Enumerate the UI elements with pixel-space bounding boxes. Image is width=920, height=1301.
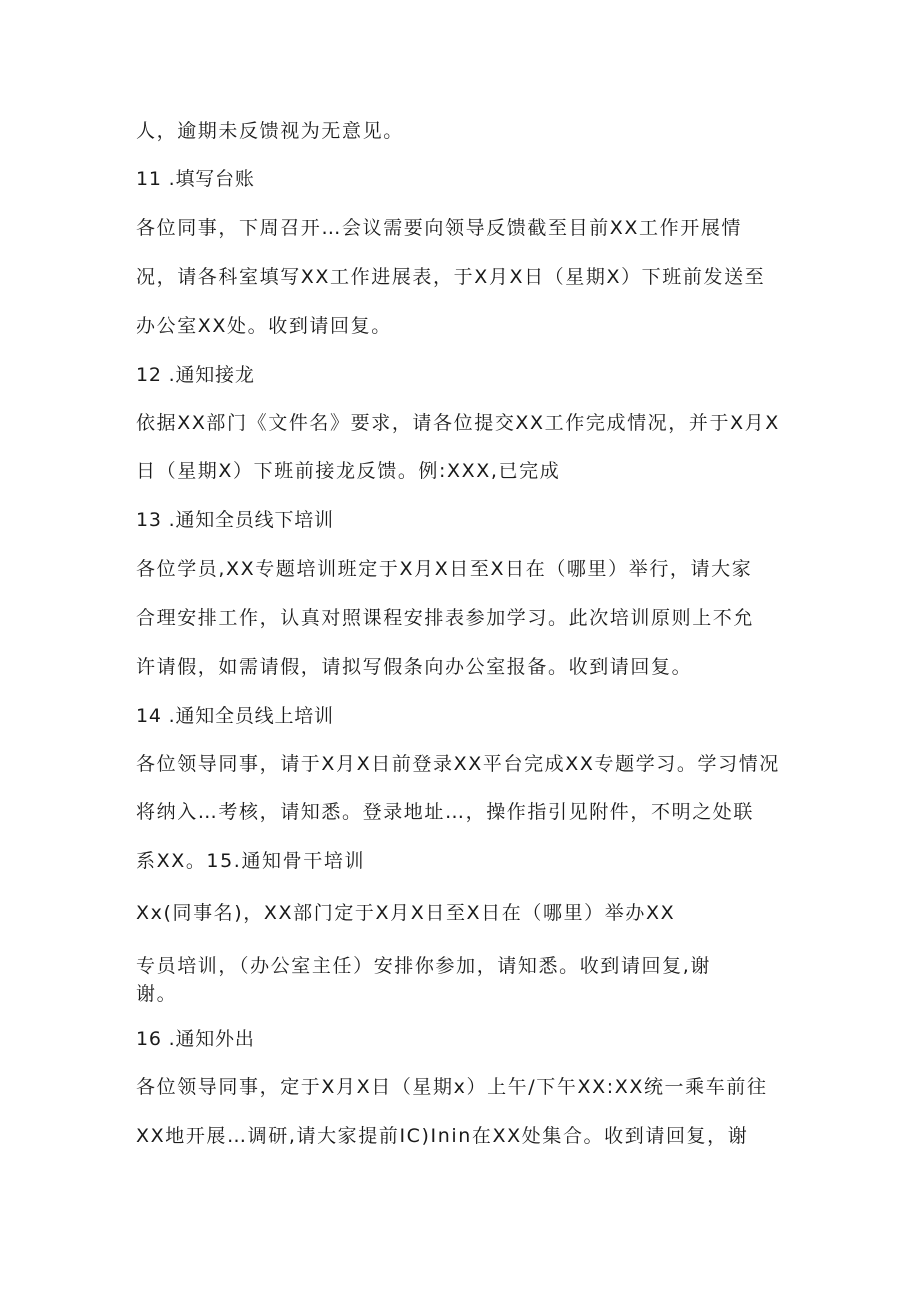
- text-line: 办公室XX处。收到请回复。: [136, 315, 392, 337]
- text-line: 许请假，如需请假，请拟写假条向办公室报备。收到请回复。: [136, 656, 693, 678]
- section-heading: 12 .通知接龙: [136, 364, 255, 386]
- text-line: 将纳入…考核，请知悉。登录地址…，操作指引见附件，不明之处联: [136, 801, 755, 823]
- section-heading: 11 .填写台账: [136, 168, 255, 190]
- text-line: Xx(同事名)，XX部门定于X月X日至X日在（哪里）举办XX: [136, 902, 676, 924]
- section-heading: 16 .通知外出: [136, 1028, 255, 1050]
- text-line: 人，逾期未反馈视为无意见。: [136, 120, 404, 142]
- text-line: XX地开展…调研,请大家提前IC)Inin在XX处集合。收到请回复，谢: [136, 1125, 749, 1147]
- text-line: 依据XX部门《文件名》要求，请各位提交XX工作完成情况，并于X月X: [136, 412, 780, 434]
- text-line: 各位同事，下周召开…会议需要向领导反馈截至目前XX工作开展情: [136, 217, 743, 239]
- text-line: 各位领导同事，定于X月X日（星期x）上午/下午XX:XX统一乘车前往: [136, 1076, 768, 1098]
- text-line: 谢。: [136, 983, 178, 1005]
- text-line: 日（星期X）下班前接龙反馈。例:XXX,已完成: [136, 460, 561, 482]
- section-heading: 14 .通知全员线上培训: [136, 705, 334, 727]
- text-line: 专员培训，（办公室主任）安排你参加，请知悉。收到请回复,谢: [136, 955, 711, 977]
- text-line: 合理安排工作，认真对照课程安排表参加学习。此次培训原则上不允: [136, 607, 755, 629]
- text-line: 况，请各科室填写XX工作进展表，于X月X日（星期X）下班前发送至: [136, 266, 766, 288]
- text-line: 各位学员,XX专题培训班定于X月X日至X日在（哪里）举行，请大家: [136, 558, 753, 580]
- text-line: 各位领导同事，请于X月X日前登录XX平台完成XX专题学习。学习情况: [136, 753, 780, 775]
- section-heading: 13 .通知全员线下培训: [136, 509, 334, 531]
- text-line: 系XX。15.通知骨干培训: [136, 850, 366, 872]
